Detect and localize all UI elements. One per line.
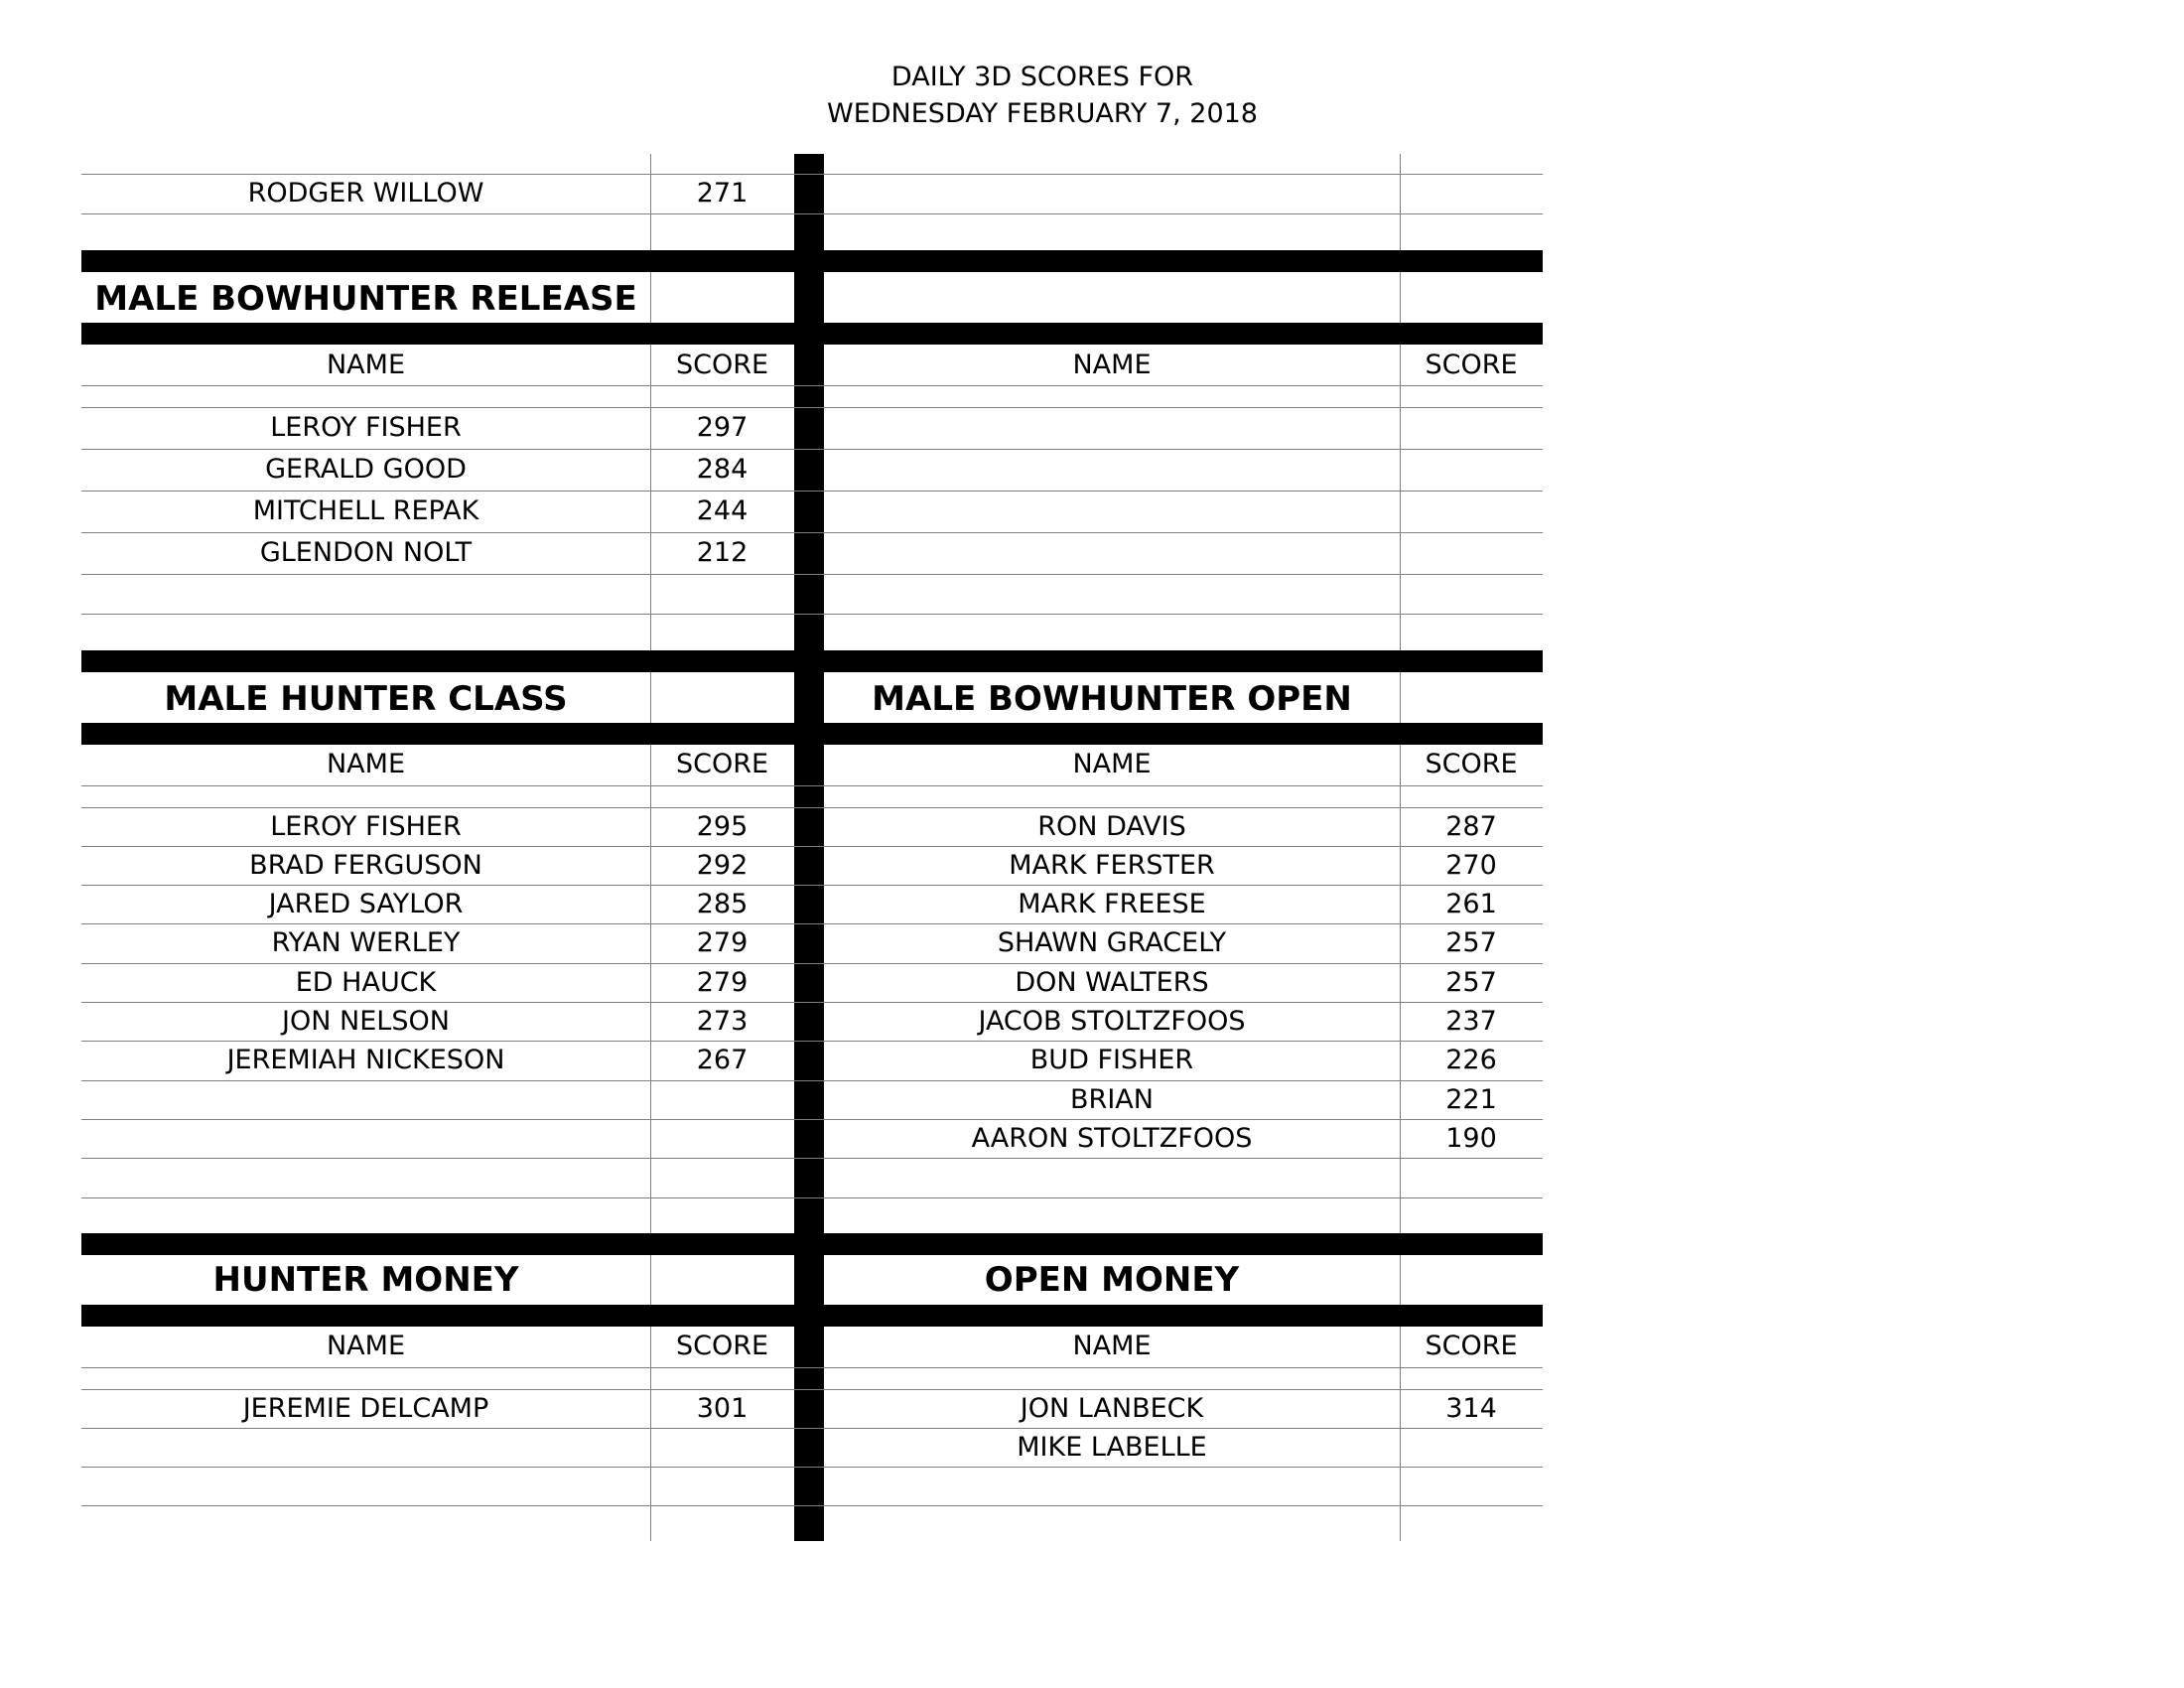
col-header-score: SCORE — [675, 1331, 769, 1361]
entry-score: 237 — [1445, 1006, 1497, 1037]
top-entry-name: RODGER WILLOW — [247, 178, 484, 209]
col-header-score: SCORE — [675, 749, 769, 779]
entry-score: 221 — [1445, 1084, 1497, 1115]
entry-score: 292 — [696, 850, 749, 881]
entry-score: 226 — [1445, 1045, 1497, 1075]
section-bar — [81, 723, 1543, 745]
entry-name: GERALD GOOD — [265, 454, 467, 485]
section-title-male-bowhunter-open: MALE BOWHUNTER OPEN — [872, 679, 1352, 719]
col-header-score: SCORE — [1425, 749, 1518, 779]
report-title-line-2: WEDNESDAY FEBRUARY 7, 2018 — [827, 98, 1258, 129]
entry-score: 285 — [696, 889, 749, 919]
row-line — [81, 1367, 1543, 1368]
top-entry-score: 271 — [696, 178, 749, 209]
section-bar — [81, 250, 1543, 272]
entry-score: 297 — [696, 412, 749, 443]
entry-score: 267 — [696, 1045, 749, 1075]
entry-score: 287 — [1445, 811, 1497, 842]
col-header-name: NAME — [1072, 749, 1152, 779]
entry-score: 314 — [1445, 1393, 1497, 1424]
section-title-male-hunter-class: MALE HUNTER CLASS — [164, 679, 568, 719]
entry-name: JEREMIE DELCAMP — [242, 1393, 489, 1424]
entry-score: 257 — [1445, 967, 1497, 998]
entry-name: LEROY FISHER — [270, 811, 462, 842]
entry-score: 212 — [696, 537, 749, 568]
entry-score: 284 — [696, 454, 749, 485]
section-bar — [81, 323, 1543, 345]
row-line — [81, 385, 1543, 386]
col-header-score: SCORE — [1425, 350, 1518, 380]
entry-score: 244 — [696, 495, 749, 526]
col-header-name: NAME — [1072, 350, 1152, 380]
entry-name: BRAD FERGUSON — [249, 850, 482, 881]
entry-score: 295 — [696, 811, 749, 842]
entry-name: LEROY FISHER — [270, 412, 462, 443]
entry-name: AARON STOLTZFOOS — [971, 1123, 1253, 1154]
entry-name: BRIAN — [1070, 1084, 1154, 1115]
col-header-name: NAME — [1072, 1331, 1152, 1361]
section-bar — [81, 650, 1543, 672]
entry-name: JACOB STOLTZFOOS — [978, 1006, 1246, 1037]
entry-name: JEREMIAH NICKESON — [226, 1045, 505, 1075]
entry-name: RYAN WERLEY — [271, 927, 461, 958]
col-header-name: NAME — [326, 749, 406, 779]
col-header-name: NAME — [326, 1331, 406, 1361]
row-line — [81, 785, 1543, 786]
entry-name: MARK FERSTER — [1009, 850, 1215, 881]
entry-score: 190 — [1445, 1123, 1497, 1154]
row-line — [81, 614, 1543, 615]
report-title-line-1: DAILY 3D SCORES FOR — [890, 62, 1194, 92]
entry-score: 261 — [1445, 889, 1497, 919]
section-bar — [81, 1305, 1543, 1327]
col-header-score: SCORE — [675, 350, 769, 380]
entry-name: DON WALTERS — [1015, 967, 1209, 998]
row-line — [81, 1197, 1543, 1198]
entry-score: 273 — [696, 1006, 749, 1037]
entry-name: ED HAUCK — [295, 967, 437, 998]
row-line — [81, 1505, 1543, 1506]
section-bar — [81, 1233, 1543, 1255]
entry-name: JON LANBECK — [1020, 1393, 1204, 1424]
entry-name: RON DAVIS — [1037, 811, 1186, 842]
entry-score: 301 — [696, 1393, 749, 1424]
col-header-score: SCORE — [1425, 1331, 1518, 1361]
entry-name: JARED SAYLOR — [268, 889, 464, 919]
entry-name: MIKE LABELLE — [1017, 1432, 1207, 1463]
entry-name: MARK FREESE — [1018, 889, 1206, 919]
section-title-male-bowhunter-release: MALE BOWHUNTER RELEASE — [94, 279, 637, 319]
center-divider-bar — [794, 154, 824, 1541]
section-title-hunter-money: HUNTER MONEY — [212, 1260, 519, 1300]
entry-name: JON NELSON — [282, 1006, 450, 1037]
entry-score: 279 — [696, 967, 749, 998]
row-line — [81, 213, 1543, 214]
entry-name: BUD FISHER — [1029, 1045, 1194, 1075]
col-header-name: NAME — [326, 350, 406, 380]
entry-score: 279 — [696, 927, 749, 958]
entry-name: MITCHELL REPAK — [252, 495, 479, 526]
section-title-open-money: OPEN MONEY — [984, 1260, 1240, 1300]
row-line — [81, 574, 1543, 575]
entry-score: 257 — [1445, 927, 1497, 958]
entry-name: SHAWN GRACELY — [997, 927, 1227, 958]
entry-score: 270 — [1445, 850, 1497, 881]
entry-name: GLENDON NOLT — [259, 537, 473, 568]
